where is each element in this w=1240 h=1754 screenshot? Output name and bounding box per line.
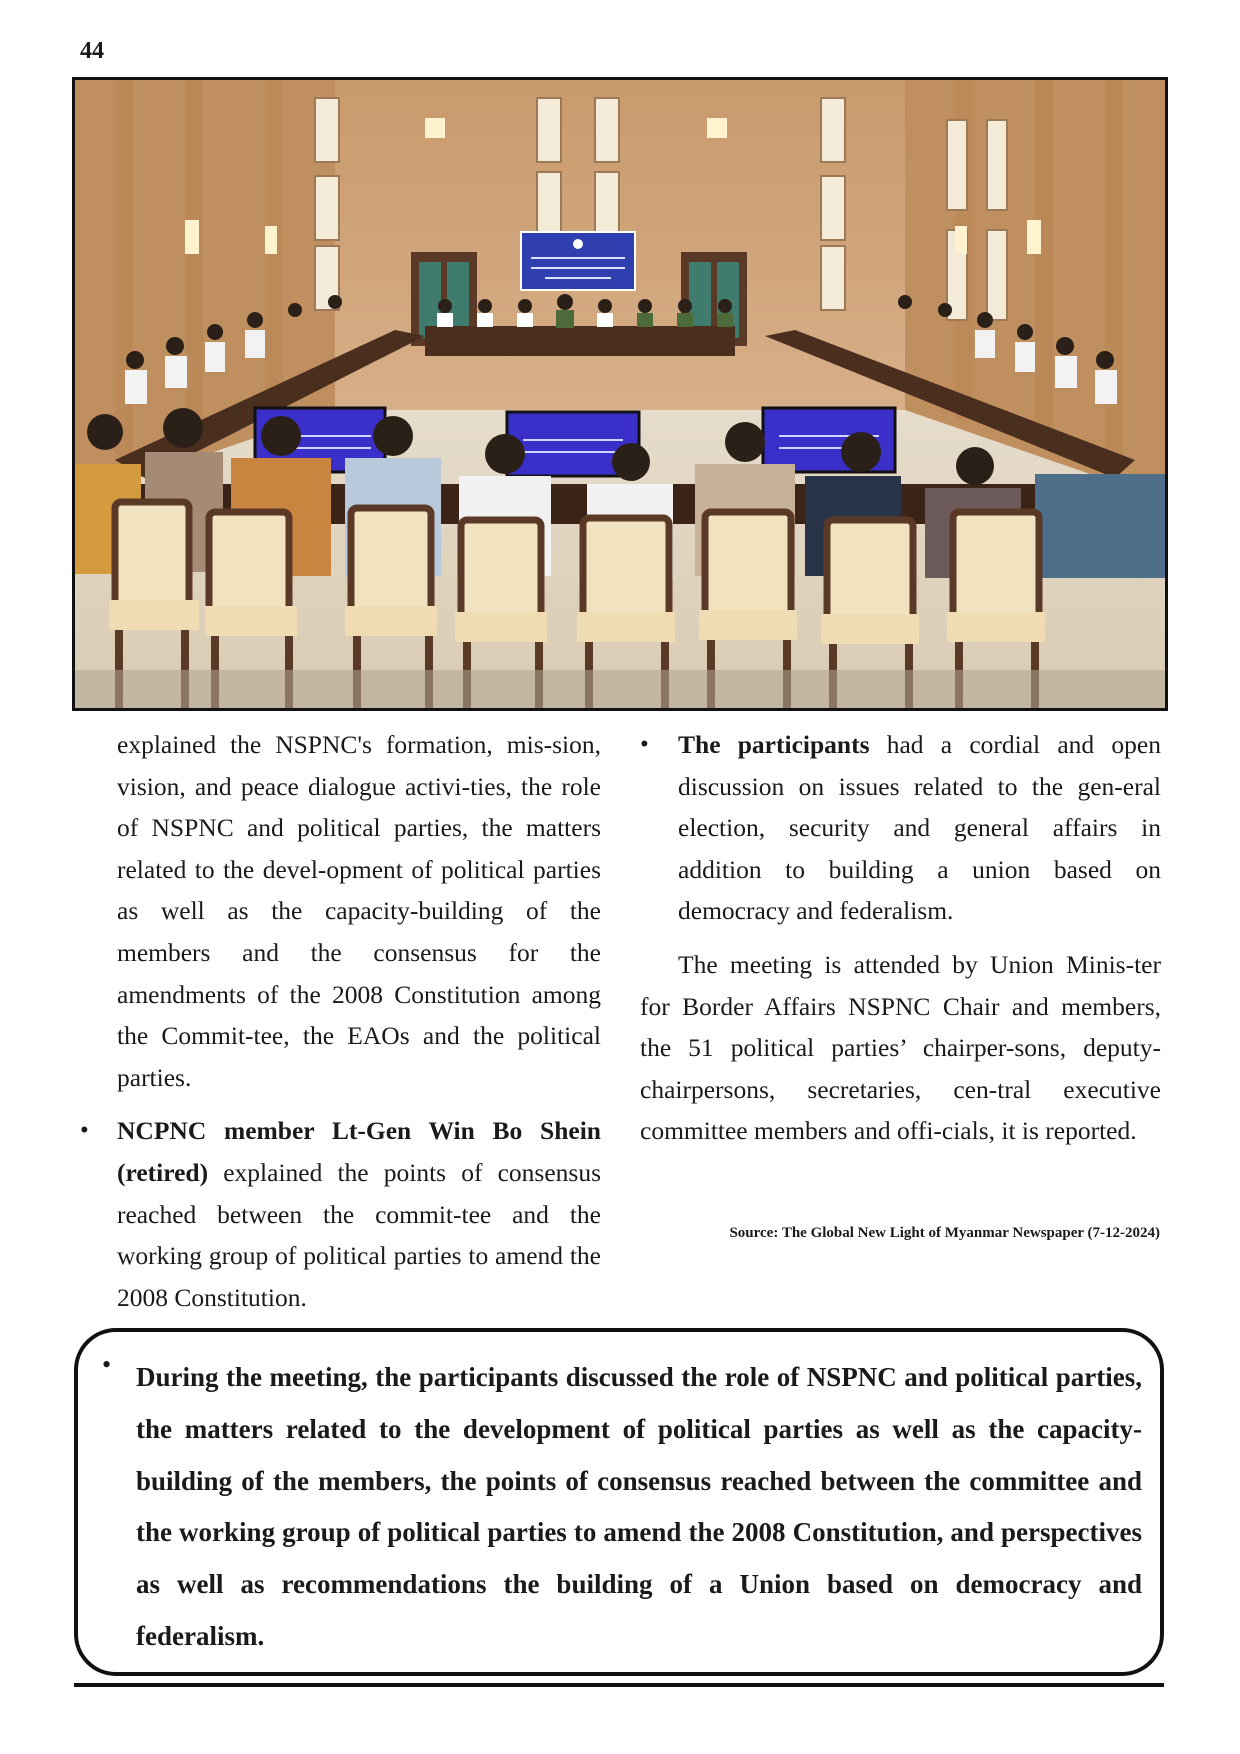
bullet-dot: • xyxy=(80,1117,89,1145)
left-column xyxy=(80,724,601,1318)
left-bullet-item xyxy=(80,1110,601,1318)
summary-callout-box xyxy=(74,1328,1164,1676)
right-column xyxy=(640,724,1161,1152)
left-paragraph: explained the NSPNC's formation, mis-sion, vision, and peace dialogue activi-ties, the role of NSPNC and political parties, the matters related to the devel-opment of political parties as well as the capacity-building of the members and the consensus for the amendments of the 2008 Constitution among the Commit-tee, the EAOs and the political parties. xyxy=(117,730,601,1092)
callout-text: During the meeting, the participants discussed the role of NSPNC and political parties, the matters related to the development of political parties as well as the capacity-building of the members, the points of consensus reached between the committee and the working group of political parties to amend the 2008 Constitution, and perspectives as well as recommendations the building of a Union based on democracy and federalism. xyxy=(136,1362,1142,1651)
bullet-dot: • xyxy=(640,731,649,758)
bottom-divider xyxy=(74,1683,1164,1687)
bullet-bold-lead: The participants xyxy=(678,730,870,759)
bullet-text: explained the points of consensus reached between the commit-tee and the working group of political parties to amend the 2008 Constitution. xyxy=(117,1157,601,1312)
meeting-hall-illustration xyxy=(75,80,1165,708)
bullet-bold-lead: NCPNC member Lt-Gen Win Bo Shein (retired) xyxy=(117,1116,601,1187)
bullet-text: had a cordial and open discussion on issues related to the gen-eral election, security and general affairs in addition to building a union based on democracy and federalism. xyxy=(678,730,1161,926)
right-paragraph: The meeting is attended by Union Minis-ter for Border Affairs NSPNC Chair and members, the 51 political parties’ chairper-sons, deputy-chairpersons, secretaries, cen-tral executive committee members and offi-cials, it is reported. xyxy=(640,949,1161,1146)
source-citation: Source: The Global New Light of Myanmar Newspaper (7-12-2024) xyxy=(729,1225,1160,1241)
meeting-photo xyxy=(72,77,1168,711)
bullet-dot: • xyxy=(102,1350,112,1379)
right-bullet-item xyxy=(640,724,1161,932)
page-number: 44 xyxy=(80,38,104,64)
